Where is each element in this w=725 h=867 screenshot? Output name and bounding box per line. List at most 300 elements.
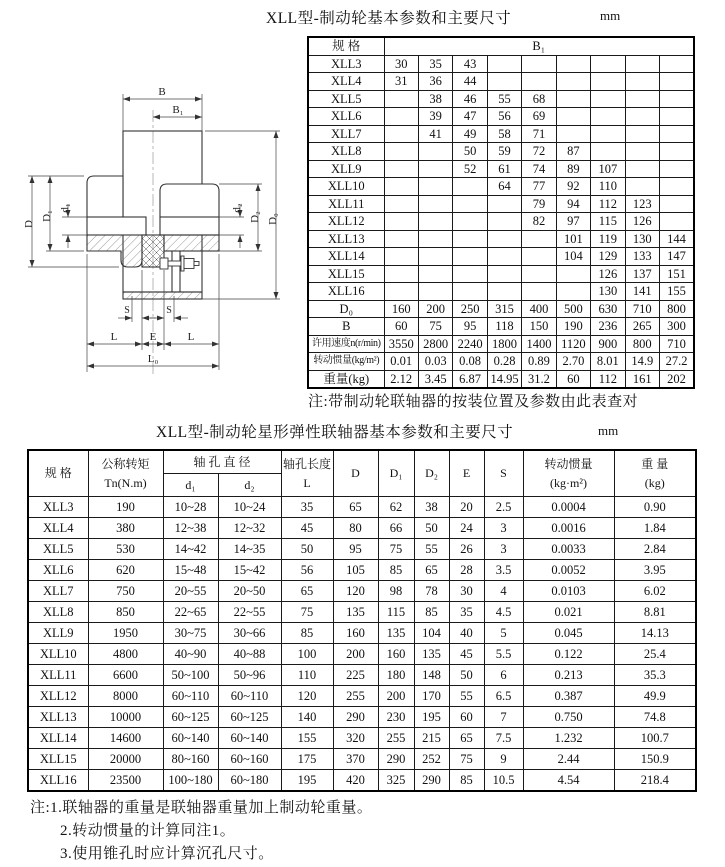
table2-data-row (28, 707, 696, 728)
value-cell: 14~42 (163, 539, 218, 560)
b1-value-cell (660, 125, 695, 143)
value-cell: 85 (414, 602, 449, 623)
param-value-cell: 112 (591, 370, 625, 388)
param-value-cell: 630 (591, 300, 625, 318)
b1-value-cell: 77 (522, 178, 556, 196)
value-cell: 50 (449, 665, 484, 686)
value-cell: 0.0052 (523, 560, 614, 581)
b1-value-cell: 82 (522, 213, 556, 231)
b1-value-cell: 35 (418, 55, 452, 73)
b1-value-cell (384, 283, 418, 301)
b1-value-cell (591, 73, 625, 91)
table1-note: 注:带制动轮联轴器的按装位置及参数由此表查对 (308, 394, 639, 410)
value-cell: 80~160 (163, 749, 218, 770)
footnote-3: 3.使用锥孔时应计算沉孔尺寸。 (60, 846, 274, 862)
value-cell: 255 (378, 728, 414, 749)
table1-spec-row (308, 283, 694, 301)
th-torque-line1: 公称转矩 (101, 456, 150, 471)
param-value-cell: 315 (487, 300, 521, 318)
b1-value-cell: 147 (660, 248, 695, 266)
b1-value-cell: 69 (522, 108, 556, 126)
table2-header-row1 (28, 450, 696, 474)
left-hub-section (87, 235, 142, 267)
spec-cell: XLL8 (28, 602, 88, 623)
b1-value-cell: 79 (522, 195, 556, 213)
b1-value-cell (556, 108, 590, 126)
value-cell: 255 (333, 686, 378, 707)
b1-value-cell: 87 (556, 143, 590, 161)
spec-cell: XLL7 (308, 125, 384, 143)
spec-cell: XLL11 (308, 195, 384, 213)
b1-value-cell (660, 90, 695, 108)
value-cell: 38 (414, 497, 449, 518)
b1-value-cell (453, 283, 487, 301)
value-cell: 56 (281, 560, 333, 581)
b1-value-cell (418, 160, 452, 178)
param-value-cell: 150 (522, 318, 556, 336)
param-value-cell: 236 (591, 318, 625, 336)
table1-spec-row (308, 125, 694, 143)
th-d1: d₁ (163, 474, 218, 497)
coupling-cross-section-diagram (20, 74, 310, 404)
spec-cell: XLL15 (28, 749, 88, 770)
spec-cell: XLL4 (308, 73, 384, 91)
value-cell: 225 (333, 665, 378, 686)
left-hub-upper (87, 176, 123, 217)
value-cell: 195 (414, 707, 449, 728)
value-cell: 85 (378, 560, 414, 581)
b1-value-cell (522, 230, 556, 248)
b1-value-cell (625, 178, 659, 196)
spec-cell: XLL13 (308, 230, 384, 248)
param-value-cell: 160 (384, 300, 418, 318)
value-cell: 22~55 (218, 602, 281, 623)
b1-value-cell (522, 283, 556, 301)
value-cell: 24 (449, 518, 484, 539)
th-D: D (333, 450, 378, 497)
spec-cell: XLL16 (28, 770, 88, 792)
value-cell: 135 (414, 644, 449, 665)
b1-value-cell (384, 108, 418, 126)
value-cell: 60~110 (218, 686, 281, 707)
param-value-cell: 14.95 (487, 370, 521, 388)
value-cell: 6.02 (614, 581, 696, 602)
b1-value-cell (556, 125, 590, 143)
value-cell: 2.5 (484, 497, 523, 518)
value-cell: 50~96 (218, 665, 281, 686)
b1-value-cell (625, 143, 659, 161)
b1-value-cell: 68 (522, 90, 556, 108)
param-value-cell: 161 (625, 370, 659, 388)
spec-cell: XLL10 (308, 178, 384, 196)
left-hub-bore (87, 217, 146, 235)
b1-value-cell: 133 (625, 248, 659, 266)
value-cell: 380 (88, 518, 163, 539)
param-value-cell: 75 (418, 318, 452, 336)
param-value-cell: 400 (522, 300, 556, 318)
spec-cell: XLL7 (28, 581, 88, 602)
b1-value-cell (660, 160, 695, 178)
b1-value-cell: 64 (487, 178, 521, 196)
dim-label-L-right: L (187, 331, 195, 343)
table1-spec-row (308, 160, 694, 178)
table1-spec-row (308, 73, 694, 91)
th-inertia (523, 450, 614, 497)
param-value-cell: 800 (660, 300, 695, 318)
value-cell: 8.81 (614, 602, 696, 623)
th-weight (614, 450, 696, 497)
b1-value-cell (487, 55, 521, 73)
param-value-cell: 0.01 (384, 353, 418, 371)
b1-value-cell: 155 (660, 283, 695, 301)
b1-value-cell: 130 (625, 230, 659, 248)
b1-value-cell: 46 (453, 90, 487, 108)
b1-value-cell: 119 (591, 230, 625, 248)
th-bore-diameter: 轴 孔 直 径 (163, 450, 281, 474)
value-cell: 60~110 (163, 686, 218, 707)
table2-title: XLL型-制动轮星形弹性联轴器基本参数和主要尺寸 (156, 424, 514, 441)
value-cell: 120 (333, 581, 378, 602)
value-cell: 9 (484, 749, 523, 770)
dim-label-d2: d₂ (231, 203, 243, 213)
value-cell: 1.84 (614, 518, 696, 539)
value-cell: 35.3 (614, 665, 696, 686)
value-cell: 85 (281, 623, 333, 644)
th-inertia-line1: 转动惯量 (544, 456, 593, 471)
value-cell: 7.5 (484, 728, 523, 749)
dim-label-L-left: L (110, 331, 118, 343)
table2-data-row (28, 749, 696, 770)
value-cell: 3.95 (614, 560, 696, 581)
value-cell: 190 (88, 497, 163, 518)
spec-cell: XLL3 (308, 55, 384, 73)
value-cell: 10~24 (218, 497, 281, 518)
value-cell: 40~90 (163, 644, 218, 665)
value-cell: 78 (414, 581, 449, 602)
th-spec: 规 格 (28, 450, 88, 497)
param-value-cell: 202 (660, 370, 695, 388)
value-cell: 14.13 (614, 623, 696, 644)
value-cell: 85 (449, 770, 484, 792)
th-bore-length-line2: L (303, 475, 311, 490)
value-cell: 65 (333, 497, 378, 518)
b1-value-cell (522, 73, 556, 91)
b1-value-cell: 61 (487, 160, 521, 178)
value-cell: 5.5 (484, 644, 523, 665)
dim-label-B1: B₁ (172, 104, 184, 116)
b1-value-cell (453, 230, 487, 248)
spec-cell: XLL14 (28, 728, 88, 749)
th-bore-length (281, 450, 333, 497)
table1-unit-label: mm (600, 8, 621, 23)
table2-data-row (28, 728, 696, 749)
b1-value-cell (660, 143, 695, 161)
th-E: E (449, 450, 484, 497)
b1-value-cell (522, 265, 556, 283)
value-cell: 49.9 (614, 686, 696, 707)
value-cell: 20~50 (218, 581, 281, 602)
b1-value-cell: 31 (384, 73, 418, 91)
dim-label-D1: D₁ (41, 210, 53, 222)
th-D2: D₂ (414, 450, 449, 497)
value-cell: 22~65 (163, 602, 218, 623)
param-value-cell: 118 (487, 318, 521, 336)
value-cell: 45 (449, 644, 484, 665)
table1-spec-row (308, 248, 694, 266)
dim-label-S-left: S (124, 305, 130, 316)
b1-value-cell: 141 (625, 283, 659, 301)
value-cell: 80 (333, 518, 378, 539)
table2-data-row (28, 644, 696, 665)
value-cell: 20000 (88, 749, 163, 770)
b1-value-cell (625, 108, 659, 126)
right-hub-bore (160, 217, 219, 235)
value-cell: 50~100 (163, 665, 218, 686)
b1-value-cell (625, 55, 659, 73)
b1-value-cell (384, 143, 418, 161)
value-cell: 530 (88, 539, 163, 560)
b1-value-cell: 144 (660, 230, 695, 248)
table1-param-row (308, 370, 694, 388)
b1-value-cell: 38 (418, 90, 452, 108)
value-cell: 160 (333, 623, 378, 644)
th-torque-line2: Tn(N.m) (104, 475, 147, 490)
param-value-cell: 60 (556, 370, 590, 388)
b1-value-cell: 151 (660, 265, 695, 283)
b1-value-cell (591, 55, 625, 73)
spec-cell: XLL6 (28, 560, 88, 581)
dimension-labels (23, 86, 279, 365)
param-value-cell: 500 (556, 300, 590, 318)
table1-spec-row (308, 230, 694, 248)
dim-label-D: D (23, 220, 35, 228)
b1-value-cell (453, 195, 487, 213)
value-cell: 2.44 (523, 749, 614, 770)
b1-value-cell (625, 73, 659, 91)
b1-value-cell: 30 (384, 55, 418, 73)
b1-value-cell: 44 (453, 73, 487, 91)
b1-value-cell (453, 248, 487, 266)
rim-web (172, 251, 180, 292)
brake-wheel-param-table (307, 36, 695, 389)
param-value-cell: 900 (591, 335, 625, 353)
b1-value-cell: 126 (625, 213, 659, 231)
value-cell: 2.84 (614, 539, 696, 560)
b1-value-cell: 59 (487, 143, 521, 161)
dim-label-B: B (158, 86, 166, 98)
value-cell: 135 (333, 602, 378, 623)
b1-value-cell: 115 (591, 213, 625, 231)
table1-header-spec: 规 格 (308, 37, 384, 55)
value-cell: 180 (378, 665, 414, 686)
spec-cell: XLL3 (28, 497, 88, 518)
spec-cell: XLL9 (308, 160, 384, 178)
b1-value-cell: 104 (556, 248, 590, 266)
value-cell: 420 (333, 770, 378, 792)
value-cell: 14600 (88, 728, 163, 749)
right-hub-upper (160, 184, 219, 217)
value-cell: 0.0016 (523, 518, 614, 539)
b1-value-cell (556, 73, 590, 91)
b1-value-cell: 130 (591, 283, 625, 301)
b1-value-cell (660, 55, 695, 73)
b1-value-cell: 50 (453, 143, 487, 161)
b1-value-cell: 52 (453, 160, 487, 178)
table1-spec-row (308, 213, 694, 231)
b1-value-cell (418, 283, 452, 301)
param-value-cell: 1400 (522, 335, 556, 353)
b1-value-cell (487, 283, 521, 301)
value-cell: 160 (378, 644, 414, 665)
value-cell: 750 (88, 581, 163, 602)
value-cell: 50 (414, 518, 449, 539)
th-S: S (484, 450, 523, 497)
value-cell: 155 (281, 728, 333, 749)
b1-value-cell: 89 (556, 160, 590, 178)
b1-value-cell: 74 (522, 160, 556, 178)
value-cell: 290 (414, 770, 449, 792)
value-cell: 55 (449, 686, 484, 707)
b1-value-cell (384, 195, 418, 213)
footnotes (30, 797, 372, 866)
param-value-cell: 265 (625, 318, 659, 336)
value-cell: 290 (378, 749, 414, 770)
b1-value-cell (487, 213, 521, 231)
table1-param-row (308, 353, 694, 371)
table1-spec-row (308, 178, 694, 196)
b1-value-cell (591, 143, 625, 161)
spec-cell: XLL13 (28, 707, 88, 728)
b1-value-cell (660, 178, 695, 196)
value-cell: 40~88 (218, 644, 281, 665)
value-cell: 20~55 (163, 581, 218, 602)
value-cell: 370 (333, 749, 378, 770)
param-value-cell: 250 (453, 300, 487, 318)
value-cell: 45 (281, 518, 333, 539)
value-cell: 105 (333, 560, 378, 581)
b1-value-cell (418, 213, 452, 231)
param-value-cell: 800 (625, 335, 659, 353)
value-cell: 6600 (88, 665, 163, 686)
b1-value-cell (384, 248, 418, 266)
value-cell: 100 (281, 644, 333, 665)
value-cell: 10.5 (484, 770, 523, 792)
value-cell: 0.122 (523, 644, 614, 665)
b1-value-cell: 36 (418, 73, 452, 91)
value-cell: 26 (449, 539, 484, 560)
value-cell: 148 (414, 665, 449, 686)
value-cell: 0.750 (523, 707, 614, 728)
b1-value-cell (418, 195, 452, 213)
value-cell: 0.90 (614, 497, 696, 518)
value-cell: 20 (449, 497, 484, 518)
b1-value-cell (384, 265, 418, 283)
param-label-cell: 转动惯量(kg/m²) (308, 353, 384, 371)
b1-value-cell: 92 (556, 178, 590, 196)
b1-value-cell (660, 108, 695, 126)
value-cell: 135 (378, 623, 414, 644)
param-value-cell: 300 (660, 318, 695, 336)
table2-data-row (28, 539, 696, 560)
table1-param-row (308, 335, 694, 353)
b1-value-cell: 110 (591, 178, 625, 196)
value-cell: 30~66 (218, 623, 281, 644)
b1-value-cell: 126 (591, 265, 625, 283)
dim-label-E: E (149, 331, 157, 343)
value-cell: 65 (449, 728, 484, 749)
value-cell: 6 (484, 665, 523, 686)
value-cell: 320 (333, 728, 378, 749)
b1-value-cell: 71 (522, 125, 556, 143)
th-D1: D₁ (378, 450, 414, 497)
value-cell: 14~35 (218, 539, 281, 560)
value-cell: 10000 (88, 707, 163, 728)
table1-spec-row (308, 143, 694, 161)
param-value-cell: 1120 (556, 335, 590, 353)
value-cell: 0.0033 (523, 539, 614, 560)
param-value-cell: 60 (384, 318, 418, 336)
value-cell: 620 (88, 560, 163, 581)
b1-value-cell: 129 (591, 248, 625, 266)
b1-value-cell (625, 90, 659, 108)
th-weight-line2: (kg) (644, 475, 665, 490)
param-value-cell: 6.87 (453, 370, 487, 388)
value-cell: 3 (484, 539, 523, 560)
param-value-cell: 3550 (384, 335, 418, 353)
value-cell: 75 (378, 539, 414, 560)
spec-cell: XLL8 (308, 143, 384, 161)
b1-value-cell: 41 (418, 125, 452, 143)
param-value-cell: 2.70 (556, 353, 590, 371)
table2-unit-label: mm (598, 423, 619, 438)
value-cell: 200 (378, 686, 414, 707)
b1-value-cell: 39 (418, 108, 452, 126)
param-label-cell: D₀ (308, 300, 384, 318)
value-cell: 120 (281, 686, 333, 707)
b1-value-cell: 123 (625, 195, 659, 213)
brake-drum-rim (123, 292, 202, 299)
value-cell: 95 (333, 539, 378, 560)
value-cell: 15~42 (218, 560, 281, 581)
value-cell: 0.045 (523, 623, 614, 644)
value-cell: 60~125 (218, 707, 281, 728)
table1-body (308, 55, 694, 388)
dim-label-D2: D₂ (249, 211, 261, 223)
value-cell: 6.5 (484, 686, 523, 707)
value-cell: 7 (484, 707, 523, 728)
table1-title: XLL型-制动轮基本参数和主要尺寸 (266, 10, 512, 27)
param-value-cell: 31.2 (522, 370, 556, 388)
value-cell: 60~140 (218, 728, 281, 749)
value-cell: 3 (484, 518, 523, 539)
b1-value-cell (418, 178, 452, 196)
footnote-2: 2.转动惯量的计算同注1。 (60, 823, 236, 839)
coupling-param-table (27, 449, 697, 792)
param-label-cell: 许用速度n(r/min) (308, 335, 384, 353)
param-value-cell: 710 (625, 300, 659, 318)
table2-data-row (28, 686, 696, 707)
value-cell: 200 (333, 644, 378, 665)
value-cell: 850 (88, 602, 163, 623)
b1-value-cell (453, 213, 487, 231)
b1-value-cell (487, 73, 521, 91)
value-cell: 3.5 (484, 560, 523, 581)
value-cell: 175 (281, 749, 333, 770)
param-value-cell: 0.08 (453, 353, 487, 371)
b1-value-cell: 97 (556, 213, 590, 231)
value-cell: 1950 (88, 623, 163, 644)
value-cell: 65 (281, 581, 333, 602)
